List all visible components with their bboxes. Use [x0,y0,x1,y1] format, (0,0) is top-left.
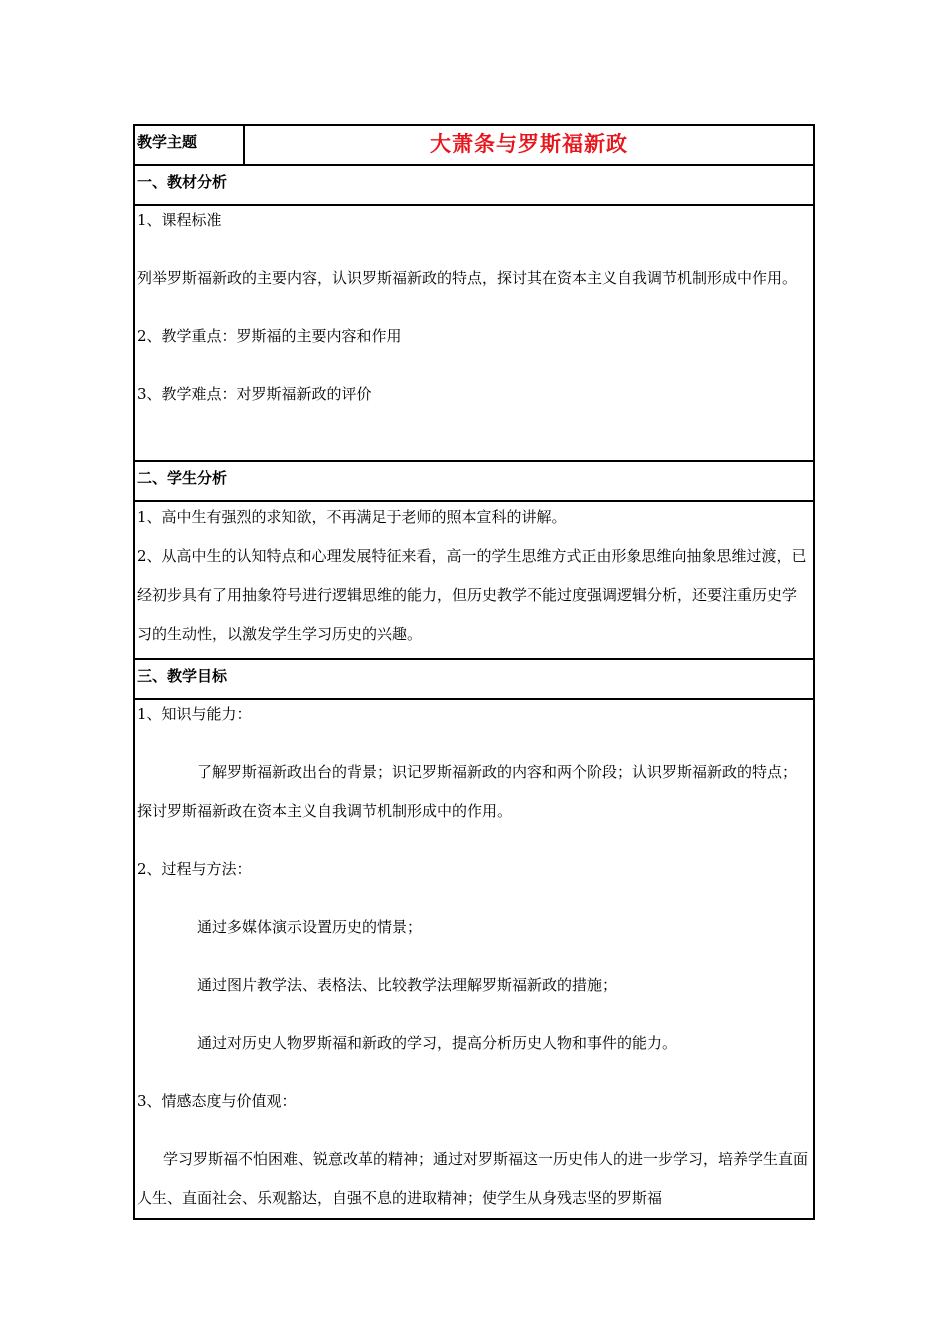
section-heading: 二、学生分析 [134,461,814,501]
paragraph: 2、教学重点：罗斯福的主要内容和作用 [137,327,402,345]
spacer [137,1005,811,1024]
header-row [134,125,814,165]
section-heading: 三、教学目标 [134,659,814,699]
paragraph: 通过多媒体演示设置历史的情景； [197,918,423,936]
spacer [137,1121,811,1140]
topic-label: 教学主题 [134,125,244,165]
section1-heading-row [134,165,814,205]
paragraph: 通过对历史人物罗斯福和新政的学习，提高分析历史人物和事件的能力。 [197,1034,678,1052]
paragraph: 1、课程标准 [137,211,222,229]
spacer [137,356,811,375]
title-cell [244,125,814,165]
section2-heading-row [134,461,814,501]
section3-body [134,699,814,1219]
spacer [137,734,811,753]
section1-body-row [134,205,814,461]
section3-body-row [134,699,814,1219]
paragraph: 通过图片教学法、表格法、比较教学法理解罗斯福新政的措施； [197,976,618,994]
paragraph: 了解罗斯福新政出台的背景；识记罗斯福新政的内容和两个阶段；认识罗斯福新政的特点；探讨罗斯福新政在资本主义自我调节机制形成中的作用。 [137,763,798,820]
spacer [137,1063,811,1082]
spacer [137,831,811,850]
section3-heading-row [134,659,814,699]
spacer [137,889,811,908]
spacer [137,240,811,259]
paragraph: 学习罗斯福不怕困难、锐意改革的精神；通过对罗斯福这一历史伟人的进一步学习，培养学生直面人生、直面社会、乐观豁达，自强不息的进取精神；使学生从身残志坚的罗斯福 [137,1150,809,1207]
paragraph: 3、教学难点：对罗斯福新政的评价 [137,385,372,403]
section2-body-row [134,501,814,659]
page-title: 大萧条与罗斯福新政 [430,132,628,156]
section2-body [134,501,814,659]
section1-body [134,205,814,461]
spacer [137,298,811,317]
paragraph: 2、从高中生的认知特点和心理发展特征来看，高一的学生思维方式正由形象思维向抽象思维过渡，已经初步具有了用抽象符号进行逻辑思维的能力，但历史教学不能过度强调逻辑分析，还要注重历史学习的生动性，以激发学生学习历史的兴趣。 [137,547,807,643]
paragraph: 1、知识与能力： [137,705,252,723]
paragraph: 列举罗斯福新政的主要内容，认识罗斯福新政的特点，探讨其在资本主义自我调节机制形成中作用。 [137,269,798,287]
paragraph: 2、过程与方法： [137,860,252,878]
lesson-plan-table [133,124,815,1220]
paragraph: 3、情感态度与价值观： [137,1092,297,1110]
paragraph: 1、高中生有强烈的求知欲，不再满足于老师的照本宣科的讲解。 [137,508,567,526]
spacer [137,947,811,966]
section-heading: 一、教材分析 [134,165,814,205]
